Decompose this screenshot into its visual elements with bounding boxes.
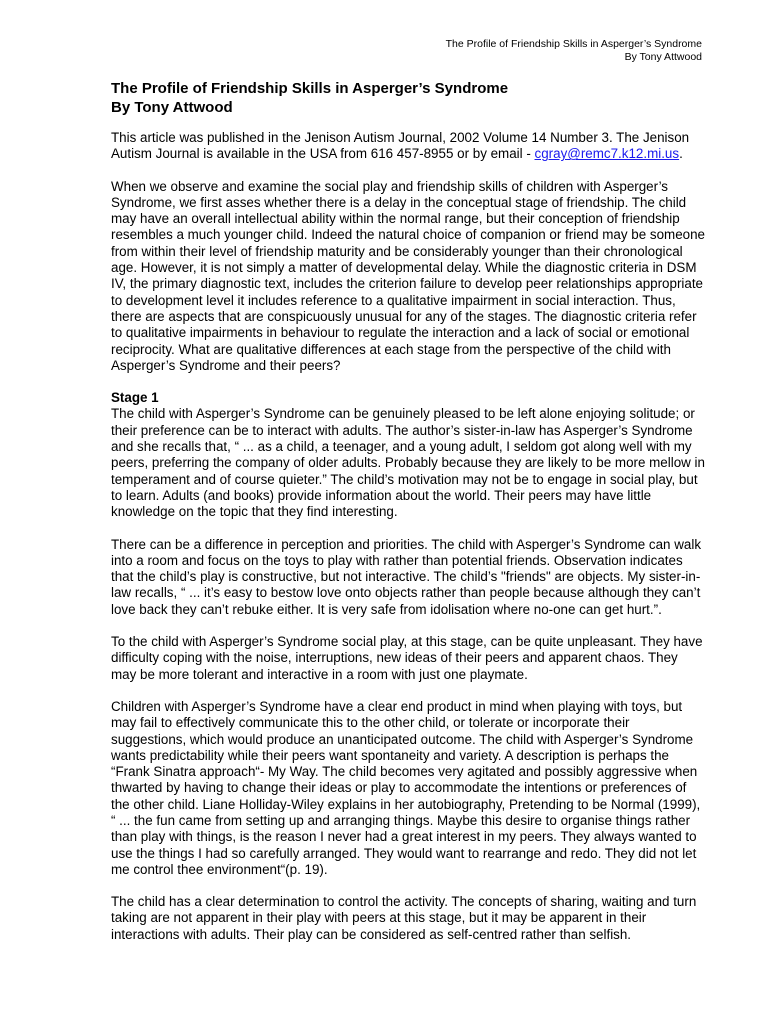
article-title [111, 79, 706, 117]
intro-paragraph [111, 130, 706, 163]
article-body [111, 79, 706, 959]
article-title-main: The Profile of Friendship Skills in Asperger’s Syndrome [111, 80, 509, 97]
running-header-author: By Tony Attwood [624, 50, 702, 63]
intro-text: This article was published in the Jenison Autism Journal, 2002 Volume 14 Number 3. The Jenison Autism Journal is available in the USA from 616 457-8955 or by email - [111, 130, 690, 162]
stage-1-heading: Stage 1 [111, 390, 159, 406]
paragraph-6: The child has a clear determination to control the activity. The concepts of sharing, waiting and turn taking are not apparent in their play with peers at this stage, but it may be apparent in their interactions with adults. Their play can be considered as self-centred rather than selfish. [111, 894, 697, 942]
paragraph-2: The child with Asperger’s Syndrome can be genuinely pleased to be left alone enjoying solitude; or their preference can be to interact with adults. The author’s sister-in-law has Asperger’s Syndrome and she recalls that, “ ... as a child, a teenager, and a young adult, I seldom got along well with my peers, preferring the company of older adults. Probably because they are likely to be more mellow in temperament and of course quieter.” The child’s motivation may not be to engage in social play, but to learn. Adults (and books) provide information about the world. Their peers may have little knowledge on the topic that they find interesting. [111, 406, 705, 520]
stage-1-paragraph [111, 390, 706, 520]
paragraph-4: To the child with Asperger’s Syndrome social play, at this stage, can be quite unpleasant. They have difficulty coping with the noise, interruptions, new ideas of their peers and apparent chaos. They may be more tolerant and interactive in a room with just one playmate. [111, 634, 703, 682]
paragraph-5: Children with Asperger’s Syndrome have a clear end product in mind when playing with toys, but may fail to effectively communicate this to the other child, or tolerate or incorporate their suggestions, which would produce an unanticipated outcome. The child with Asperger’s Syndrome wants predictability while their peers want spontaneity and variety. A description is perhaps the “Frank Sinatra approach“- My Way. The child becomes very agitated and possibly aggressive when thwarted by having to change their ideas or play to accommodate the intentions or preferences of the other child. Liane Holliday-Wiley explains in her autobiography, Pretending to be Normal (1999), “ ... the fun came from setting up and arranging things. Maybe this desire to organise things rather than play with things, is the reason I never had a great interest in my peers. They always wanted to use the things I had so carefully arranged. They would want to rearrange and redo. They did not let me control thee environment“(p. 19). [111, 698, 701, 877]
paragraph-3: There can be a difference in perception and priorities. The child with Asperger’s Syndrome can walk into a room and focus on the toys to play with rather than potential friends. Observation indicates that the child’s play is constructive, but not interactive. The child’s "friends" are objects. My sister-in-law recalls, “ ... it’s easy to bestow love onto objects rather than people because although they can’t love back they can’t rebuke either. It is very safe from idolisation where no-one can get hurt.”. [111, 536, 702, 617]
running-header [446, 38, 702, 63]
email-link[interactable]: cgray@remc7.k12.mi.us [534, 146, 680, 162]
running-header-title: The Profile of Friendship Skills in Asperger’s Syndrome [445, 38, 702, 50]
intro-after-email: . [679, 146, 683, 162]
paragraph-1: When we observe and examine the social play and friendship skills of children with Asperger’s Syndrome, we first asses whether there is a delay in the conceptual stage of friendship. The child may have an overall intellectual ability within the normal range, but their conception of friendship resembles a much younger child. Indeed the natural choice of companion or friend may be someone from within their level of friendship maturity and be considerably younger than their chronological age. However, it is not simply a matter of developmental delay. While the diagnostic criteria in DSM IV, the primary diagnostic text, includes the criterion failure to develop peer relationships appropriate to development level it includes reference to a qualitative impairment in social interaction. Thus, there are aspects that are conspicuously unusual for any of the stages. The diagnostic criteria refer to qualitative impairments in behaviour to regulate the interaction and a lack of social or emotional reciprocity. What are qualitative differences at each stage from the perspective of the child with Asperger’s Syndrome and their peers? [111, 178, 705, 373]
article-author: By Tony Attwood [111, 99, 233, 116]
